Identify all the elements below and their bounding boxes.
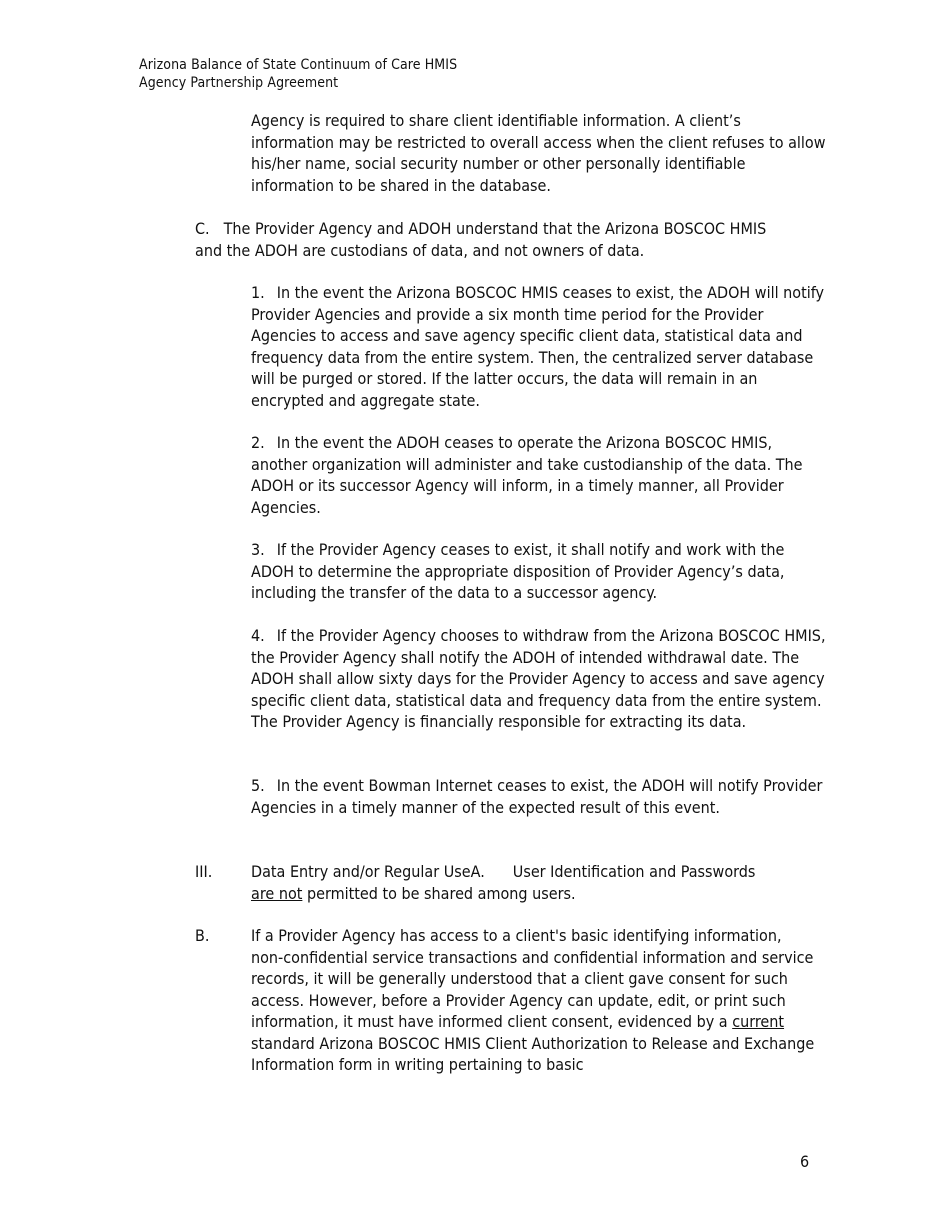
list-item-text: In the event the ADOH ceases to operate the Arizona BOSCOC HMIS, another organization will administer and take custodianship of the data. The ADOH or its successor Agency will inform, in a timely manner, all Provider Agencies. [251, 433, 803, 517]
section-iii-label: III. [195, 862, 213, 881]
section-b-text-before: If a Provider Agency has access to a client's basic identifying information, non-confidential service transactions and confidential information and service records, it will be generally understood that a client gave consent for such access. However, before a Provider Agency can update, edit, or print such information, it must have informed client consent, evidenced by a [251, 926, 814, 1031]
underlined-current: current [732, 1012, 785, 1031]
section-iii-sub-text: User Identification and Passwords [512, 862, 756, 881]
list-item-number: 1. [251, 283, 265, 302]
section-iii-title: Data Entry and/or Regular Use [251, 862, 471, 881]
underlined-are-not: are not [251, 883, 303, 903]
section-b [251, 925, 816, 1076]
section-iii-sub-label: A. [470, 862, 485, 881]
list-item-text: In the event Bowman Internet ceases to exist, the ADOH will notify Provider Agencies in a timely manner of the expected result of this event. [251, 776, 823, 817]
list-item-1 [251, 282, 826, 411]
list-item-number: 3. [251, 540, 265, 559]
list-item-4 [251, 625, 826, 733]
list-item-number: 4. [251, 626, 265, 645]
section-iii [251, 861, 826, 904]
header-subtitle: Agency Partnership Agreement [139, 75, 339, 91]
section-c [195, 218, 795, 261]
list-item-3 [251, 539, 821, 604]
page-number: 6 [800, 1152, 810, 1171]
list-item-text: If the Provider Agency ceases to exist, it shall notify and work with the ADOH to determine the appropriate disposition of Provider Agency’s data, including the transfer of the data to a successor agency. [251, 540, 785, 602]
list-item-number: 5. [251, 776, 265, 795]
section-iii-rest: permitted to be shared among users. [302, 883, 576, 903]
list-item-number: 2. [251, 433, 265, 452]
section-b-text-after: standard Arizona BOSCOC HMIS Client Authorization to Release and Exchange Information form in writing pertaining to basic [251, 1033, 815, 1074]
section-c-text: The Provider Agency and ADOH understand that the Arizona BOSCOC HMIS and the ADOH are custodians of data, and not owners of data. [195, 219, 767, 260]
list-item-text: If the Provider Agency chooses to withdraw from the Arizona BOSCOC HMIS, the Provider Agency shall notify the ADOH of intended withdrawal date. The ADOH shall allow sixty days for the Provider Agency to access and save agency specific client data, statistical data and frequency data from the entire system. The Provider Agency is financially responsible for extracting its data. [251, 626, 826, 731]
header-title: Arizona Balance of State Continuum of Care HMIS [139, 57, 458, 73]
list-item-2 [251, 432, 811, 518]
paragraph-top: Agency is required to share client identifiable information. A client’s information may be restricted to overall access when the client refuses to allow his/her name, social security number or other personally identifiable information to be shared in the database. [251, 111, 826, 195]
list-item-5 [251, 775, 826, 818]
page-header [139, 56, 457, 92]
section-c-label: C. [195, 219, 210, 238]
list-item-text: In the event the Arizona BOSCOC HMIS ceases to exist, the ADOH will notify Provider Agencies and provide a six month time period for the Provider Agencies to access and save agency specific client data, statistical data and frequency data from the entire system. Then, the centralized server database will be purged or stored. If the latter occurs, the data will remain in an encrypted and aggregate state. [251, 283, 825, 410]
section-b-label: B. [195, 926, 210, 945]
